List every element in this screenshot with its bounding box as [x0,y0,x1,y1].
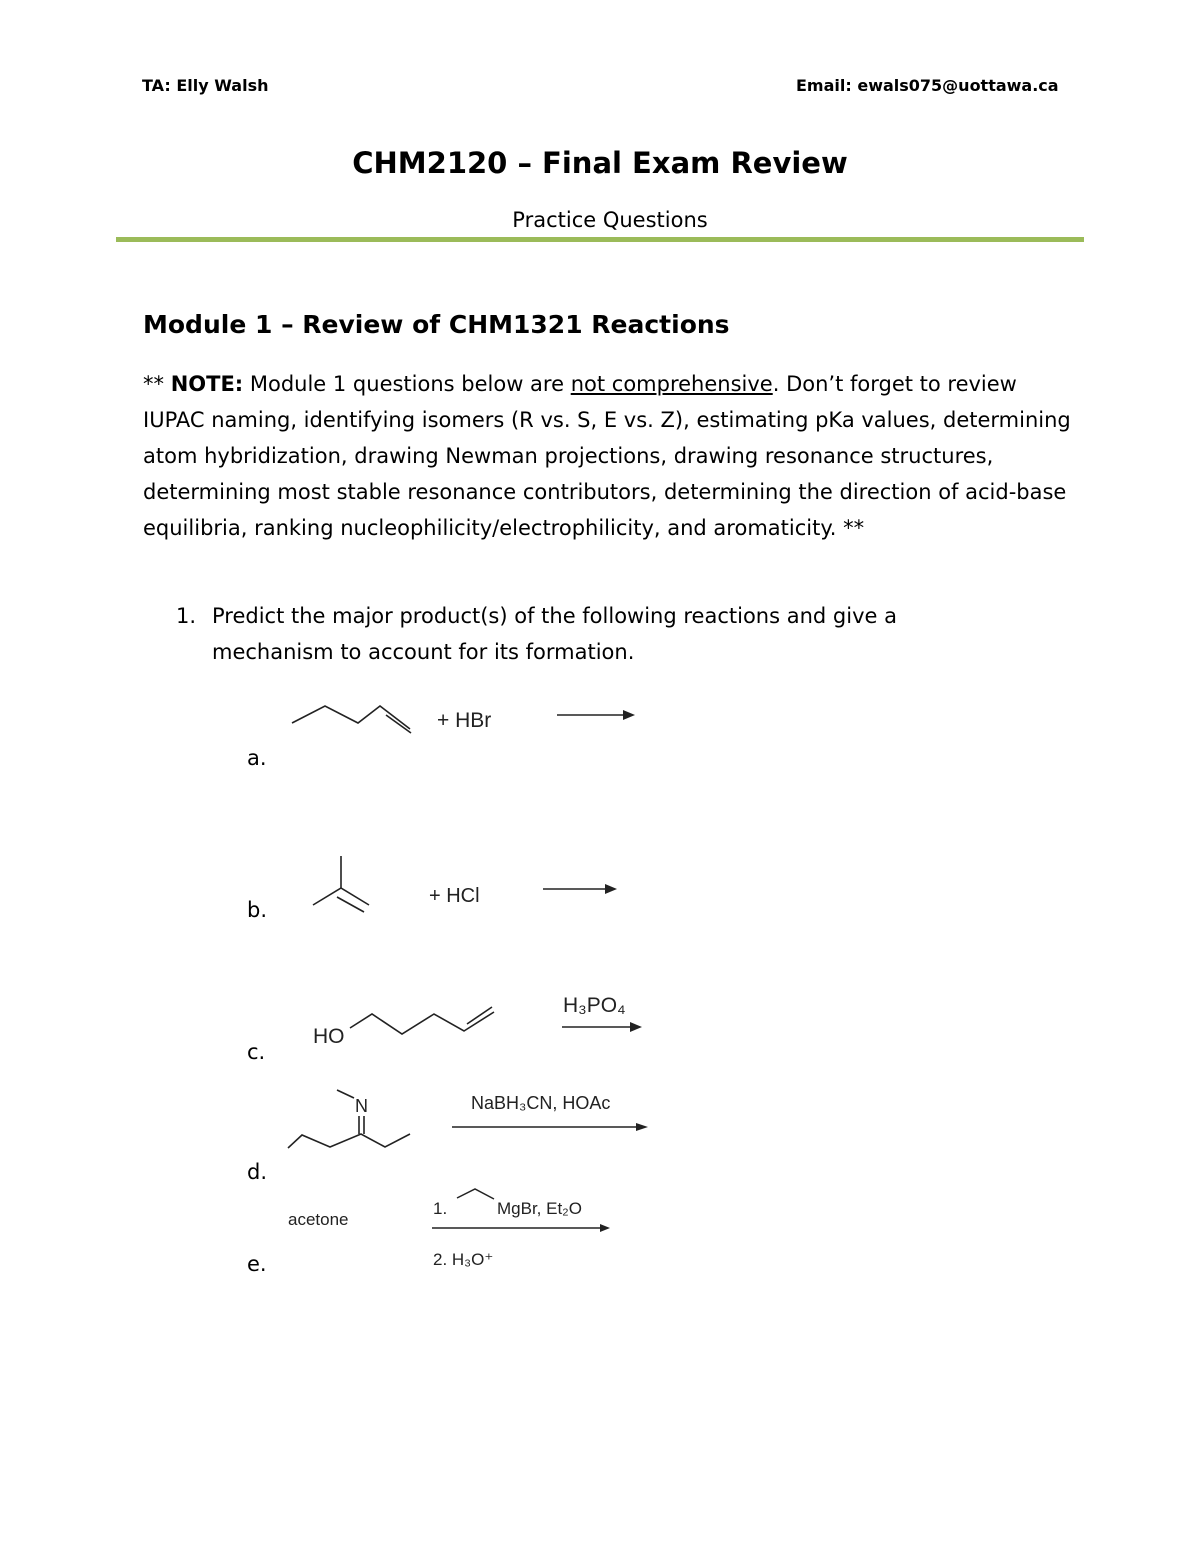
step-1-number: 1. [433,1199,448,1218]
imine-structure [288,1134,410,1148]
reagent-a: + HBr [437,709,492,732]
arrow-head [600,1224,610,1232]
page-subtitle: Practice Questions [512,208,708,232]
ta-name: TA: Elly Walsh [142,76,269,95]
question-text: Predict the major product(s) of the following reactions and give a mechanism to account for its formation. [212,604,897,664]
reaction-b-label: b. [247,898,268,922]
pentenol-structure [350,1012,494,1034]
note-underlined: not comprehensive [570,372,773,396]
reaction-a-label: a. [247,746,267,770]
reagent-d: NaBH₃CN, HOAc [471,1093,611,1113]
arrow-head [636,1123,648,1131]
page-title: CHM2120 – Final Exam Review [352,146,848,180]
acetone-label: acetone [288,1210,349,1229]
ethyl-structure [457,1189,494,1199]
methyl-bond [313,888,341,905]
reagent-b: + HCl [429,885,480,907]
question-number: 1. [176,604,197,628]
reagent-e-step1: MgBr, Et₂O [497,1199,583,1218]
pentene-structure [292,706,410,729]
nitrogen-label: N [355,1096,368,1116]
reagent-c: H₃PO₄ [563,994,626,1017]
reagent-e-step2: 2. H₃O⁺ [433,1250,494,1269]
arrow-head [623,710,635,720]
ta-email: Email: ewals075@uottawa.ca [796,76,1059,95]
note-prefix: ** [143,372,171,396]
reaction-e-label: e. [247,1252,267,1276]
reaction-d-label: d. [247,1160,268,1184]
n-methyl-bond [337,1090,354,1098]
module-heading: Module 1 – Review of CHM1321 Reactions [143,310,730,339]
note-label: NOTE: [170,372,244,396]
note-text-1: Module 1 questions below are [243,372,571,396]
reaction-c-label: c. [247,1040,266,1064]
hydroxyl-label: HO [313,1025,345,1048]
note-text-2: . Don’t forget to review IUPAC naming, identifying isomers (R vs. S, E vs. Z), estimating pKa values, determining atom hybridization, drawing Newman projections, drawing resonance structures, determining most stable resonance contributors, determining the direction of acid-base equilibria, ranking nucleophilicity/electrophilicity, and aromaticity. ** [143,372,1071,540]
arrow-head [630,1022,642,1032]
arrow-head [605,884,617,894]
double-bond-line [386,715,411,733]
